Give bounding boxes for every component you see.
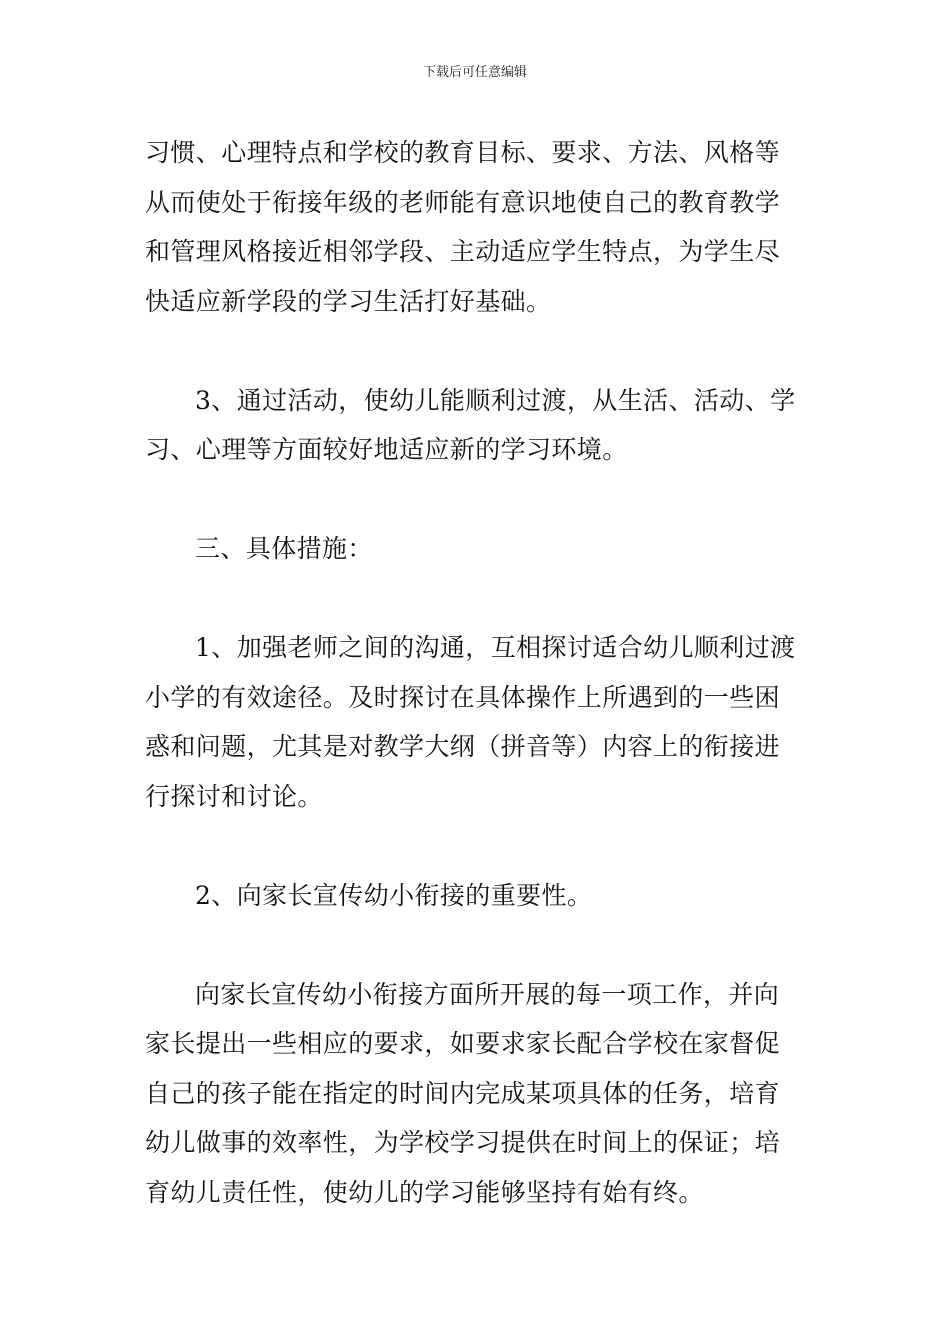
paragraph-spacer [145, 475, 807, 525]
text-line: 习惯、心理特点和学校的教育目标、要求、方法、风格等 [145, 138, 781, 167]
text-line: 三、具体措施： [195, 534, 373, 563]
text-line: 向家长宣传幼小衔接方面所开展的每一项工作，并向 [195, 979, 780, 1009]
text-line: 自己的孩子能在指定的时间内完成某项具体的任务，培育 [145, 1078, 781, 1108]
paragraph [145, 970, 807, 1218]
paragraph [145, 128, 807, 326]
text-line: 1、加强老师之间的沟通，互相探讨适合幼儿顺利过渡 [195, 633, 796, 662]
text-line: 3、通过活动，使幼儿能顺利过渡，从生活、活动、学 [195, 385, 796, 415]
paragraph [145, 623, 807, 821]
paragraph-spacer [145, 821, 807, 871]
page-header: 下载后可任意编辑 [422, 65, 527, 80]
text-line: 快适应新学段的学习生活打好基础。 [145, 286, 552, 316]
paragraph [145, 871, 807, 921]
text-line: 从而使处于衔接年级的老师能有意识地使自己的教育教学 [145, 187, 781, 217]
text-line: 习、心理等方面较好地适应新的学习环境。 [145, 435, 628, 464]
text-line: 幼儿做事的效率性，为学校学习提供在时间上的保证；培 [145, 1128, 781, 1157]
paragraph-spacer [145, 326, 807, 376]
document-body [145, 128, 807, 1217]
text-line: 家长提出一些相应的要求，如要求家长配合学校在家督促 [145, 1029, 781, 1058]
text-line: 行探讨和讨论。 [145, 781, 323, 811]
paragraph [145, 376, 807, 475]
text-line: 育幼儿责任性，使幼儿的学习能够坚持有始有终。 [145, 1177, 704, 1207]
paragraph-spacer [145, 574, 807, 624]
section-heading [145, 524, 807, 574]
text-line: 小学的有效途径。及时探讨在具体操作上所遇到的一些困 [145, 682, 781, 712]
text-line: 和管理风格接近相邻学段、主动适应学生特点，为学生尽 [145, 237, 781, 266]
text-line: 2、向家长宣传幼小衔接的重要性。 [195, 880, 593, 910]
paragraph-spacer [145, 920, 807, 970]
text-line: 惑和问题，尤其是对教学大纲（拼音等）内容上的衔接进 [145, 732, 781, 761]
